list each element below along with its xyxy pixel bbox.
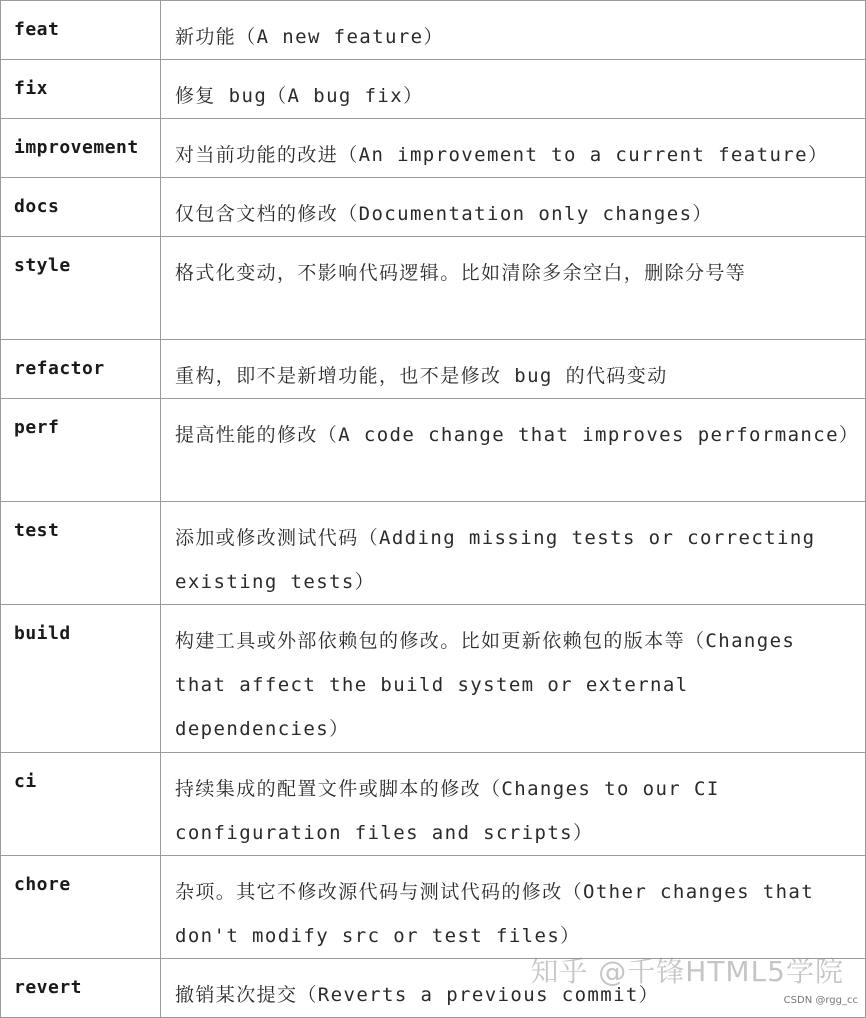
table-row: [1, 399, 866, 502]
table-row: [1, 340, 866, 399]
type-cell: ci: [1, 753, 161, 856]
description-cell: 新功能（A new feature）: [161, 1, 866, 60]
type-cell: build: [1, 605, 161, 753]
type-cell: refactor: [1, 340, 161, 399]
type-cell: feat: [1, 1, 161, 60]
table-row: [1, 753, 866, 856]
description-cell: 修复 bug（A bug fix）: [161, 60, 866, 119]
table-row: [1, 119, 866, 178]
description-cell: 提高性能的修改（A code change that improves performance）: [161, 399, 866, 502]
watermark: 知乎 @千锋HTML5学院: [530, 955, 844, 988]
type-cell: chore: [1, 856, 161, 959]
watermark-small: CSDN @rgg_cc: [783, 995, 858, 1006]
description-cell: 对当前功能的改进（An improvement to a current feature）: [161, 119, 866, 178]
table-row: [1, 605, 866, 753]
table-row: [1, 60, 866, 119]
type-cell: perf: [1, 399, 161, 502]
type-cell: test: [1, 502, 161, 605]
description-cell: 构建工具或外部依赖包的修改。比如更新依赖包的版本等（Changes that affect the build system or external dependencies）: [161, 605, 866, 753]
table-row: [1, 237, 866, 340]
description-cell: 持续集成的配置文件或脚本的修改（Changes to our CI configuration files and scripts）: [161, 753, 866, 856]
description-cell: 撤销某次提交（Reverts a previous commit）: [161, 959, 866, 1018]
table-row: [1, 1, 866, 60]
table-row: [1, 178, 866, 237]
table-row: [1, 502, 866, 605]
description-cell: 添加或修改测试代码（Adding missing tests or correcting existing tests）: [161, 502, 866, 605]
description-cell: 仅包含文档的修改（Documentation only changes）: [161, 178, 866, 237]
table-row: [1, 959, 866, 1018]
type-cell: fix: [1, 60, 161, 119]
description-cell: 重构，即不是新增功能，也不是修改 bug 的代码变动: [161, 340, 866, 399]
type-cell: improvement: [1, 119, 161, 178]
table-row: [1, 856, 866, 959]
type-cell: revert: [1, 959, 161, 1018]
type-cell: docs: [1, 178, 161, 237]
type-cell: style: [1, 237, 161, 340]
description-cell: 格式化变动，不影响代码逻辑。比如清除多余空白，删除分号等: [161, 237, 866, 340]
description-cell: 杂项。其它不修改源代码与测试代码的修改（Other changes that don't modify src or test files）: [161, 856, 866, 959]
